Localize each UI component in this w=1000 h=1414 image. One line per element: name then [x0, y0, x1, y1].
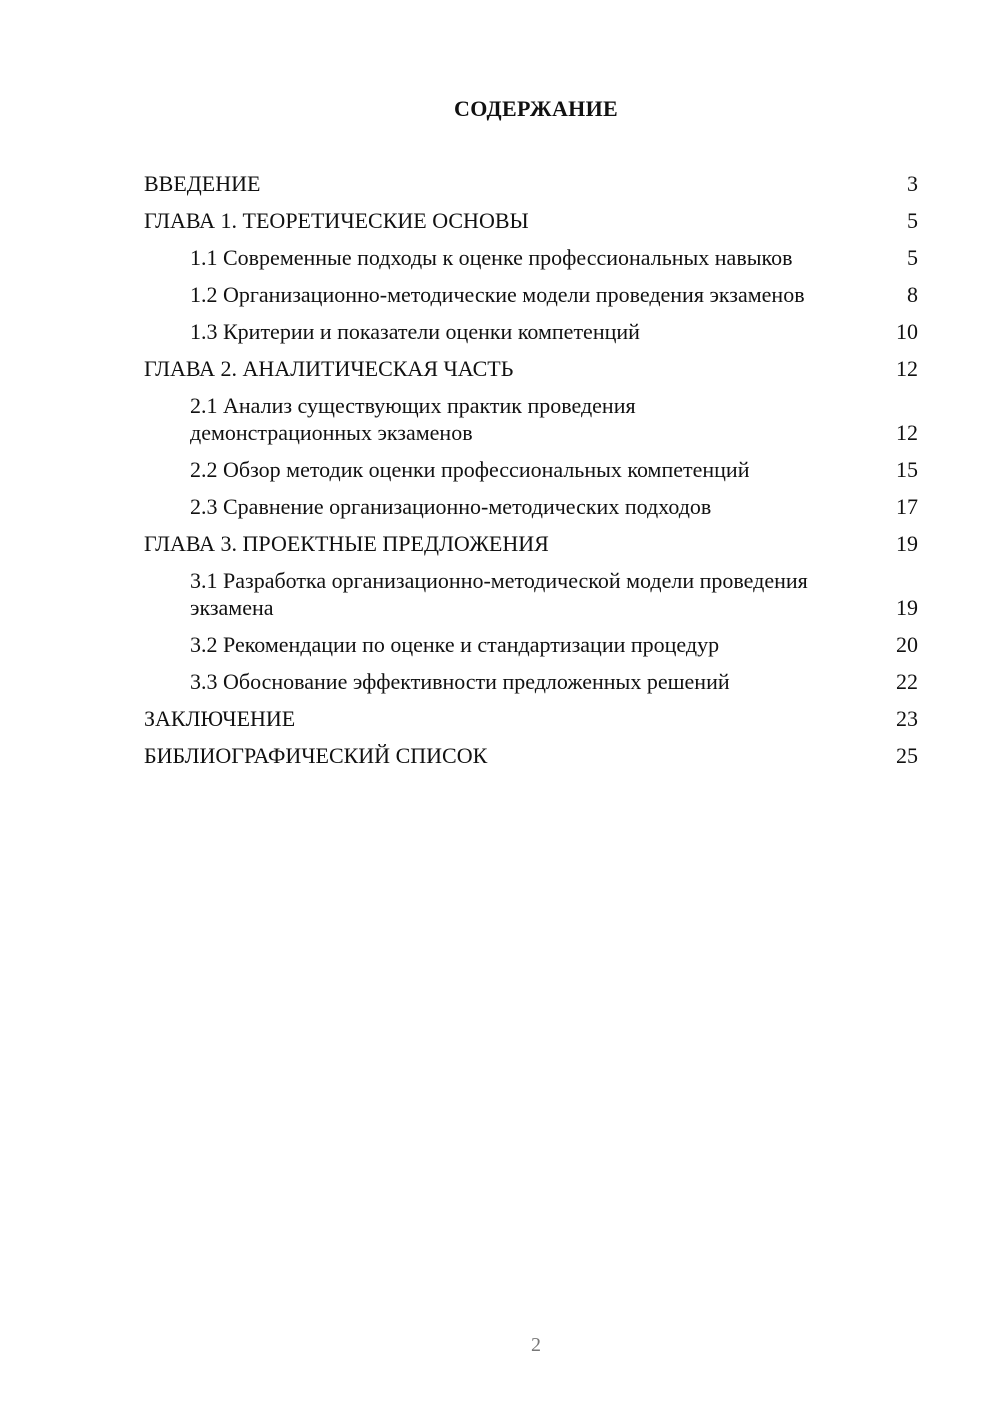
- page-number: 2: [531, 1334, 541, 1356]
- toc-entry-page: 12: [896, 420, 918, 445]
- toc-entry-section-3-2[interactable]: [144, 631, 918, 658]
- toc-entry-page: 23: [896, 706, 918, 731]
- toc-entry-chapter-2[interactable]: [144, 355, 918, 382]
- toc-entry-page: 5: [907, 245, 918, 270]
- toc-entry-section-2-3[interactable]: [144, 493, 918, 520]
- toc-entry-page: 5: [907, 208, 918, 233]
- toc-entry-page: 17: [896, 494, 918, 519]
- toc-entry-page: 12: [896, 356, 918, 381]
- toc-entry-text: ВВЕДЕНИЕ: [144, 171, 261, 196]
- toc-entry-conclusion[interactable]: [144, 705, 918, 732]
- toc-entry-section-1-2[interactable]: [144, 281, 918, 308]
- toc-entry-section-2-1[interactable]: [144, 392, 918, 446]
- toc-entry-text: 2.3 Сравнение организационно-методических подходов: [190, 494, 712, 519]
- toc-entry-text: 1.1 Современные подходы к оценке профессиональных навыков: [190, 245, 793, 270]
- toc-entry-text: 1.3 Критерии и показатели оценки компетенций: [190, 319, 640, 344]
- toc-entry-text: ГЛАВА 2. АНАЛИТИЧЕСКАЯ ЧАСТЬ: [144, 356, 514, 381]
- toc-entry-page: 15: [896, 457, 918, 482]
- toc-entry-text: ГЛАВА 3. ПРОЕКТНЫЕ ПРЕДЛОЖЕНИЯ: [144, 531, 549, 556]
- toc-entry-page: 25: [896, 743, 918, 768]
- toc-entry-page: 3: [907, 171, 918, 196]
- toc-entry-page: 8: [907, 282, 918, 307]
- toc-entry-text: 3.3 Обоснование эффективности предложенных решений: [190, 669, 730, 694]
- toc-entry-text: 3.1 Разработка организационно-методической модели проведения экзамена: [190, 568, 808, 620]
- toc-entry-text: 2.1 Анализ существующих практик проведения демонстрационных экзаменов: [190, 393, 636, 445]
- toc-entry-text: 3.2 Рекомендации по оценке и стандартизации процедур: [190, 632, 720, 657]
- toc-entry-text: БИБЛИОГРАФИЧЕСКИЙ СПИСОК: [144, 743, 488, 768]
- toc-entry-text: ЗАКЛЮЧЕНИЕ: [144, 706, 296, 731]
- toc-entry-text: 1.2 Организационно-методические модели проведения экзаменов: [190, 282, 805, 307]
- toc-entry-page: 19: [896, 595, 918, 620]
- toc-entry-page: 19: [896, 531, 918, 556]
- toc-entry-section-1-3[interactable]: [144, 318, 918, 345]
- toc-entry-chapter-1[interactable]: [144, 207, 918, 234]
- toc-entry-section-3-1[interactable]: [144, 567, 918, 621]
- toc-entry-section-1-1[interactable]: [144, 244, 918, 271]
- toc-entry-bibliography[interactable]: [144, 742, 918, 769]
- toc-entry-page: 10: [896, 319, 918, 344]
- toc-entry-introduction[interactable]: [144, 170, 918, 197]
- toc-entry-page: 22: [896, 669, 918, 694]
- toc-entry-text: ГЛАВА 1. ТЕОРЕТИЧЕСКИЕ ОСНОВЫ: [144, 208, 529, 233]
- toc-entry-page: 20: [896, 632, 918, 657]
- toc-entry-section-2-2[interactable]: [144, 456, 918, 483]
- toc-entry-chapter-3[interactable]: [144, 530, 918, 557]
- toc-entry-text: 2.2 Обзор методик оценки профессиональных компетенций: [190, 457, 750, 482]
- toc-title: СОДЕРЖАНИЕ: [454, 96, 618, 121]
- table-of-contents: [144, 170, 918, 779]
- toc-entry-section-3-3[interactable]: [144, 668, 918, 695]
